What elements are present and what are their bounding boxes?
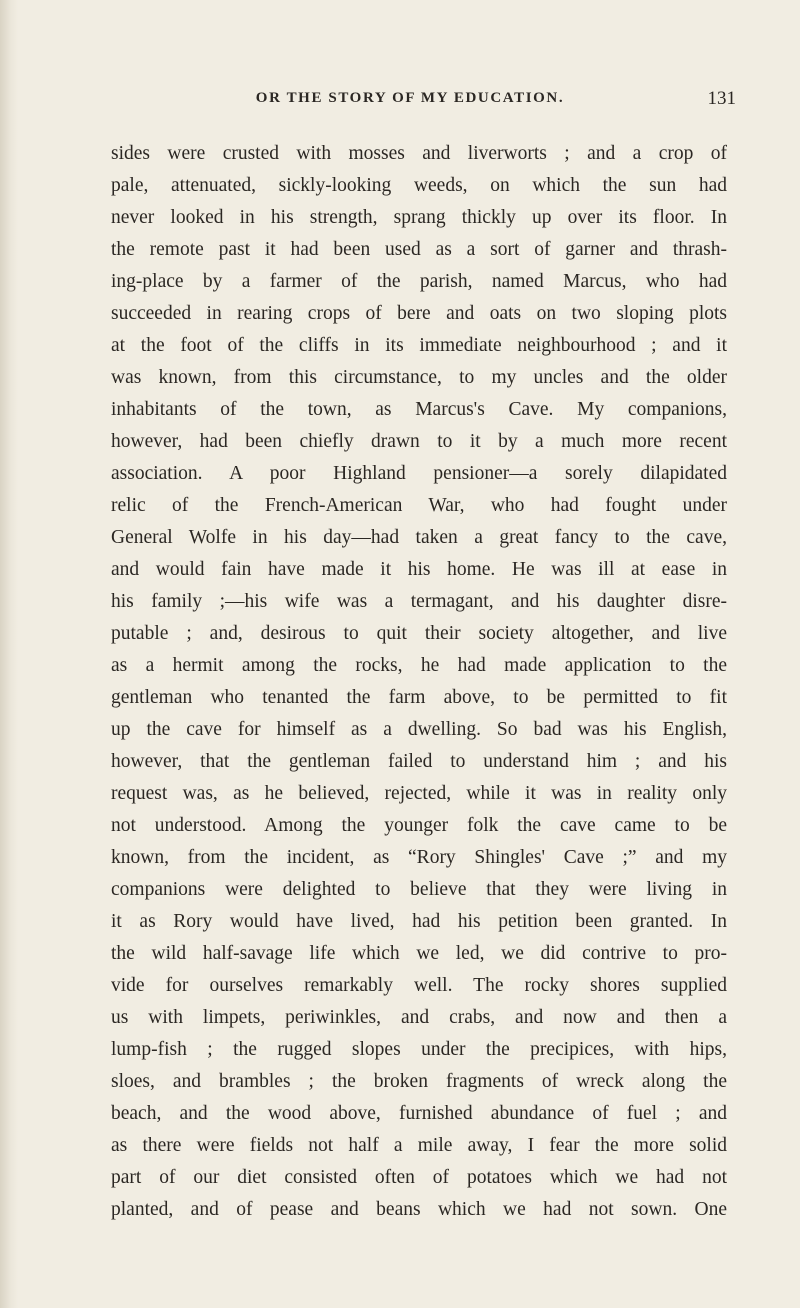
text-line: gentleman who tenanted the farm above, to be permitted to fit xyxy=(111,687,727,708)
text-line: inhabitants of the town, as Marcus's Cave. My companions, xyxy=(111,399,727,420)
text-line: beach, and the wood above, furnished abundance of fuel ; and xyxy=(111,1103,727,1124)
text-line: vide for ourselves remarkably well. The rocky shores supplied xyxy=(111,975,727,996)
text-line: the remote past it had been used as a sort of garner and thrash- xyxy=(111,239,727,260)
text-line: as a hermit among the rocks, he had made application to the xyxy=(111,655,727,676)
text-line: lump-fish ; the rugged slopes under the precipices, with hips, xyxy=(111,1039,727,1060)
text-line: companions were delighted to believe that they were living in xyxy=(111,879,727,900)
text-line: it as Rory would have lived, had his petition been granted. In xyxy=(111,911,727,932)
text-line: relic of the French-American War, who had fought under xyxy=(111,495,727,516)
body-text xyxy=(111,138,727,1226)
running-title: OR THE STORY OF MY EDUCATION. xyxy=(255,90,565,106)
text-line: ing-place by a farmer of the parish, named Marcus, who had xyxy=(111,271,727,292)
text-line: not understood. Among the younger folk the cave came to be xyxy=(111,815,727,836)
text-line: was known, from this circumstance, to my uncles and the older xyxy=(111,367,727,388)
running-head xyxy=(110,88,750,118)
text-line: succeeded in rearing crops of bere and oats on two sloping plots xyxy=(111,303,727,324)
text-line: request was, as he believed, rejected, while it was in reality only xyxy=(111,783,727,804)
text-line: sloes, and brambles ; the broken fragments of wreck along the xyxy=(111,1071,727,1092)
text-line: part of our diet consisted often of potatoes which we had not xyxy=(111,1167,727,1188)
text-line: us with limpets, periwinkles, and crabs, and now and then a xyxy=(111,1007,727,1028)
text-line: his family ;—his wife was a termagant, and his daughter disre- xyxy=(111,591,727,612)
text-line: and would fain have made it his home. He was ill at ease in xyxy=(111,559,727,580)
text-line: sides were crusted with mosses and liverworts ; and a crop of xyxy=(111,143,727,164)
text-line: planted, and of pease and beans which we had not sown. One xyxy=(111,1199,727,1220)
text-line: however, had been chiefly drawn to it by a much more recent xyxy=(111,431,727,452)
spine-shadow xyxy=(0,0,18,1308)
text-line: never looked in his strength, sprang thickly up over its floor. In xyxy=(111,207,727,228)
text-line: as there were fields not half a mile away, I fear the more solid xyxy=(111,1135,727,1156)
page-number: 131 xyxy=(707,88,736,109)
text-line: known, from the incident, as “Rory Shingles' Cave ;” and my xyxy=(111,847,727,868)
text-line: at the foot of the cliffs in its immediate neighbourhood ; and it xyxy=(111,335,727,356)
text-line: however, that the gentleman failed to understand him ; and his xyxy=(111,751,727,772)
text-line: association. A poor Highland pensioner—a sorely dilapidated xyxy=(111,463,727,484)
text-line: up the cave for himself as a dwelling. So bad was his English, xyxy=(111,719,727,740)
text-line: General Wolfe in his day—had taken a great fancy to the cave, xyxy=(111,527,727,548)
text-line: putable ; and, desirous to quit their society altogether, and live xyxy=(111,623,727,644)
text-line: pale, attenuated, sickly-looking weeds, on which the sun had xyxy=(111,175,727,196)
text-line: the wild half-savage life which we led, we did contrive to pro- xyxy=(111,943,727,964)
